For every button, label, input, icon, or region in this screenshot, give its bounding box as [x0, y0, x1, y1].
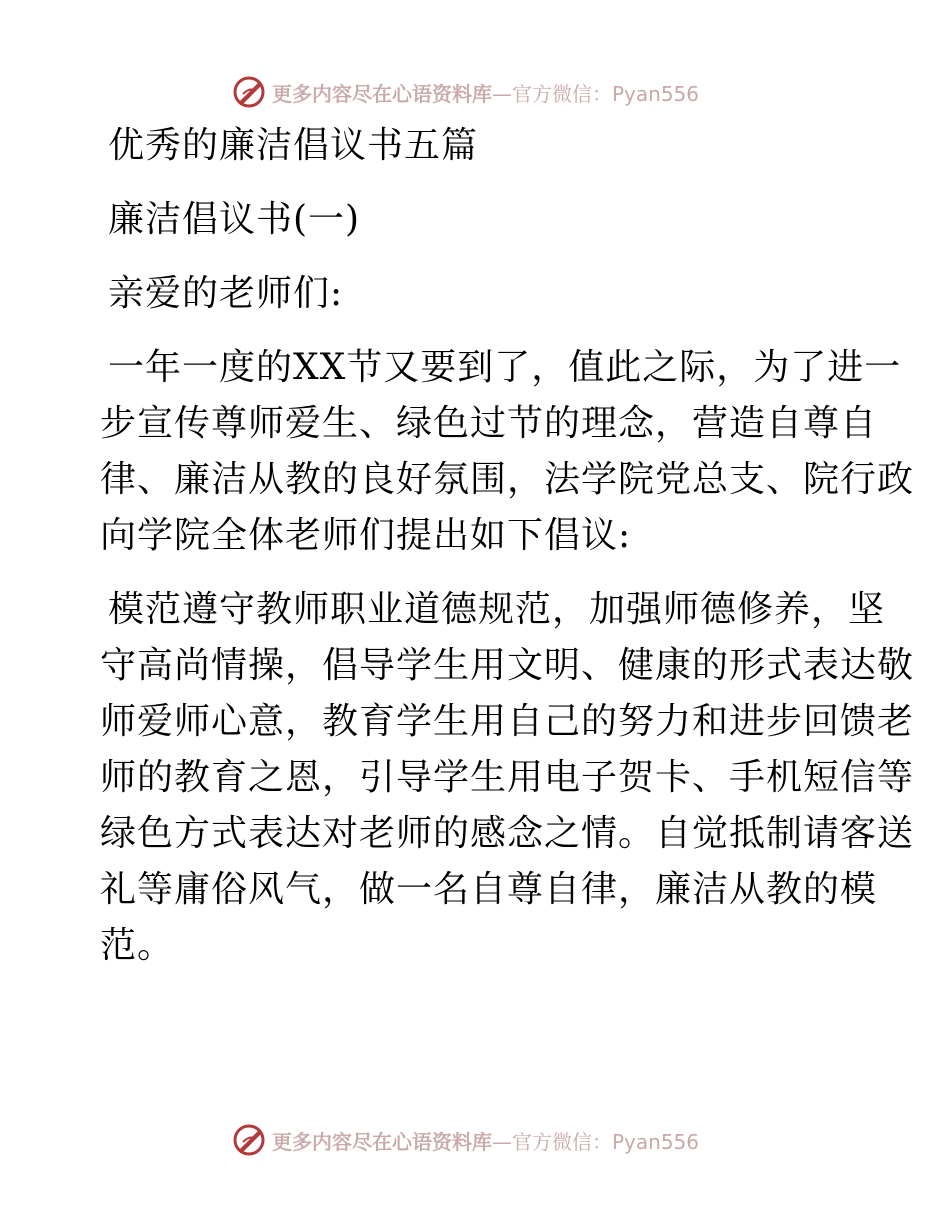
document-title: 优秀的廉洁倡议书五篇	[108, 125, 479, 166]
watermark-separator: —	[492, 81, 512, 106]
paragraph-2-line: 礼等庸俗风气，做一名自尊自律，廉洁从教的模	[100, 869, 878, 910]
watermark-brand: 更多内容尽在心语资料库	[272, 81, 492, 106]
footer-watermark	[232, 1120, 699, 1160]
watermark-text	[272, 78, 699, 107]
watermark-contact: 官方微信：Pyan556	[512, 1129, 700, 1154]
paragraph-2-line: 守高尚情操，倡导学生用文明、健康的形式表达敬	[100, 645, 915, 686]
salutation: 亲爱的老师们:	[108, 273, 344, 314]
watermark-separator: —	[492, 1129, 512, 1154]
watermark-brand: 更多内容尽在心语资料库	[272, 1129, 492, 1154]
paragraph-1-line: 步宣传尊师爱生、绿色过节的理念，营造自尊自	[100, 403, 878, 444]
paragraph-2	[100, 582, 915, 974]
paragraph-1	[100, 340, 915, 564]
watermark-text	[272, 1126, 699, 1155]
paragraph-1-line: 律、廉洁从教的良好氛围，法学院党总支、院行政	[100, 459, 915, 500]
paragraph-2-line: 范。	[100, 925, 175, 966]
paragraph-1-line: 一年一度的XX节又要到了，值此之际，为了进一	[108, 347, 902, 388]
header-watermark	[232, 72, 699, 112]
watermark-contact: 官方微信：Pyan556	[512, 81, 700, 106]
quill-seal-icon	[232, 75, 266, 109]
paragraph-2-line: 师爱师心意，教育学生用自己的努力和进步回馈老	[100, 701, 915, 742]
paragraph-2-line: 师的教育之恩，引导学生用电子贺卡、手机短信等	[100, 757, 915, 798]
quill-seal-icon	[232, 1123, 266, 1157]
paragraph-2-line: 绿色方式表达对老师的感念之情。自觉抵制请客送	[100, 813, 915, 854]
document-subtitle: 廉洁倡议书(一)	[108, 199, 361, 240]
document-body	[100, 118, 915, 974]
paragraph-1-line: 向学院全体老师们提出如下倡议:	[100, 515, 632, 556]
paragraph-2-line: 模范遵守教师职业道德规范，加强师德修养，坚	[108, 589, 886, 630]
